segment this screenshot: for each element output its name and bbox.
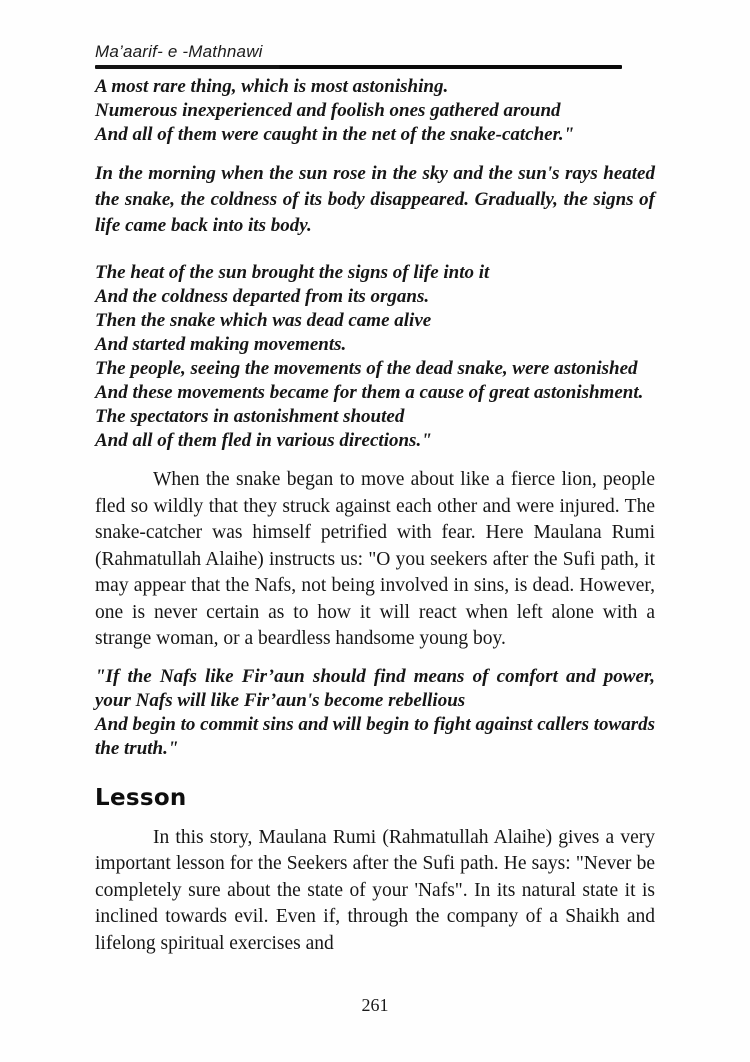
quote-line: "If the Nafs like Fir’aun should find means of comfort and power, your Nafs will like Fir’aun's become rebellious (95, 665, 655, 711)
verse-line: A most rare thing, which is most astonishing. (95, 76, 449, 97)
verse-line: And these movements became for them a cause of great astonishment. (95, 382, 644, 403)
verse-block-2 (95, 261, 655, 453)
blank-line (95, 239, 655, 261)
verse-line: The people, seeing the movements of the dead snake, were astonished (95, 358, 638, 379)
lesson-heading: Lesson (95, 784, 187, 811)
verse-paragraph: In the morning when the sun rose in the sky and the sun's rays heated the snake, the coldness of its body disappeared. Gradually, the signs of life came back into its body. (95, 163, 655, 236)
verse-line: The heat of the sun brought the signs of life into it (95, 262, 490, 283)
verse-line: Then the snake which was dead came alive (95, 310, 432, 331)
running-header: Ma’aarif- e -Mathnawi (95, 42, 263, 61)
verse-line: And the coldness departed from its organs. (95, 286, 430, 307)
quote-block (95, 665, 655, 761)
header-rule (95, 65, 622, 69)
quote-line: And begin to commit sins and will begin to fight against callers towards the truth." (95, 713, 655, 759)
verse-line: And started making movements. (95, 334, 347, 355)
verse-line: Numerous inexperienced and foolish ones gathered around (95, 100, 561, 121)
verse-line: And all of them were caught in the net of the snake-catcher." (95, 124, 575, 145)
page-number: 261 (361, 995, 389, 1015)
lesson-paragraph: In this story, Maulana Rumi (Rahmatullah Alaihe) gives a very important lesson for the Seekers after the Sufi path. He says: "Never be completely sure about the state of your 'Nafs". In its natural state it is inclined towards evil. Even if, through the company of a Shaikh and lifelong spiritual exercises and (95, 826, 655, 954)
verse-block-1 (95, 75, 655, 147)
verse-line: The spectators in astonishment shouted (95, 406, 405, 427)
verse-line: And all of them fled in various directions." (95, 430, 432, 451)
prose-paragraph-1: When the snake began to move about like a fierce lion, people fled so wildly that they struck against each other and were injured. The snake-catcher was himself petrified with fear. Here Maulana Rumi (Rahmatullah Alaihe) instructs us: "O you seekers after the Sufi path, it may appear that the Nafs, not being involved in sins, is dead. However, one is never certain as to how it will react when left alone with a strange woman, or a beardless handsome young boy. (95, 469, 655, 649)
